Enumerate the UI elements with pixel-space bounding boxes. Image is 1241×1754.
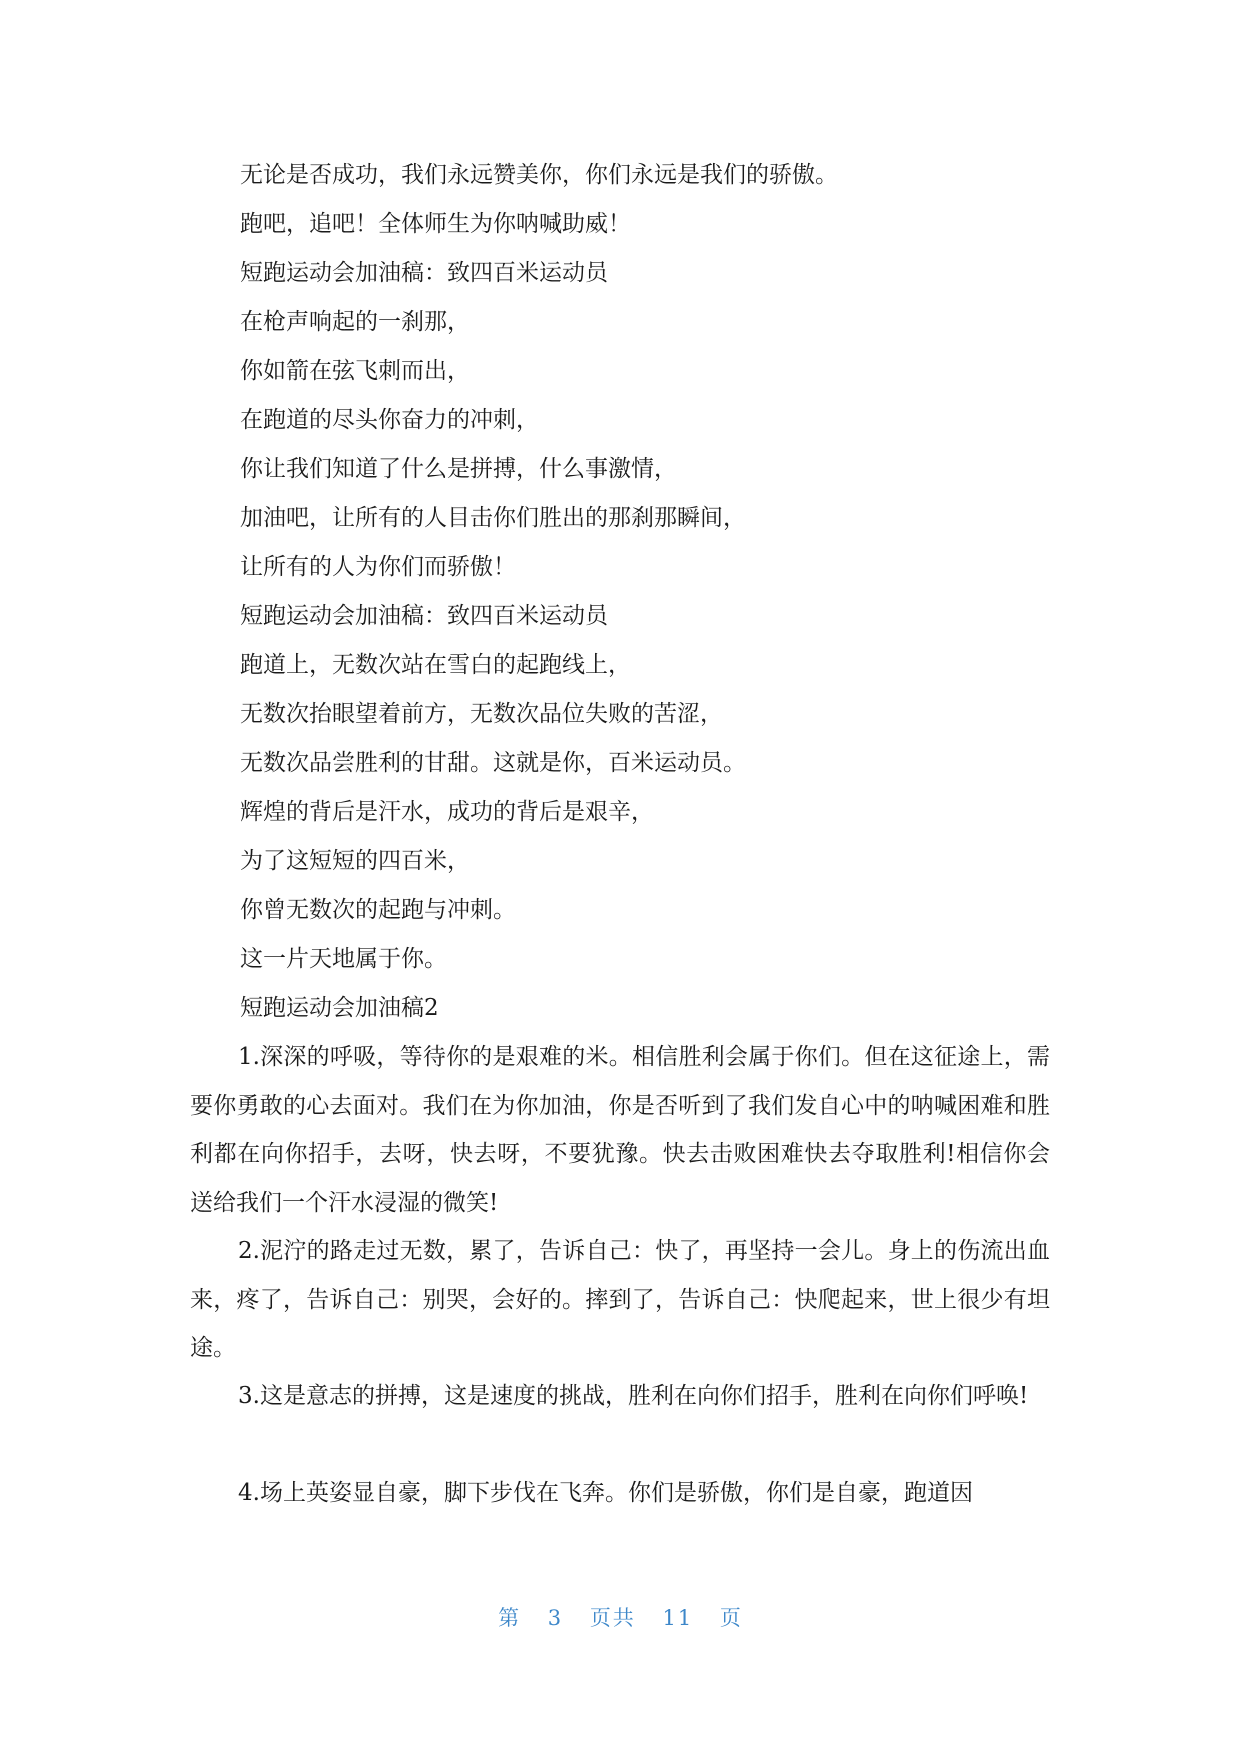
- footer-prefix: 第: [498, 1606, 522, 1630]
- text-line: 为了这短短的四百米，: [240, 848, 470, 874]
- text-line: 你曾无数次的起跑与冲刺。: [240, 897, 516, 923]
- text-line: 辉煌的背后是汗水，成功的背后是艰辛，: [240, 799, 654, 825]
- text-line: 加油吧，让所有的人目击你们胜出的那刹那瞬间，: [240, 505, 746, 531]
- text-line: 在枪声响起的一刹那，: [240, 309, 470, 335]
- footer-total-pages: 11: [662, 1606, 694, 1630]
- paragraph: 3.这是意志的拼搏，这是速度的挑战，胜利在向你们招手，胜利在向你们呼唤!: [238, 1383, 1029, 1409]
- section-heading: 短跑运动会加油稿2: [240, 995, 439, 1021]
- text-line: 在跑道的尽头你奋力的冲刺，: [240, 407, 539, 433]
- text-line: 这一片天地属于你。: [240, 946, 447, 972]
- footer-current-page: 3: [547, 1606, 564, 1630]
- text-line: 跑道上，无数次站在雪白的起跑线上，: [240, 652, 631, 678]
- text-line: 无数次品尝胜利的甘甜。这就是你，百米运动员。: [240, 750, 746, 776]
- text-line: 跑吧，追吧！全体师生为你呐喊助威！: [240, 211, 631, 237]
- footer-suffix: 页: [719, 1606, 743, 1630]
- text-line: 你如箭在弦飞刺而出，: [240, 358, 470, 384]
- footer-middle: 页共: [589, 1606, 636, 1630]
- text-line: 无数次抬眼望着前方，无数次品位失败的苦涩，: [240, 701, 723, 727]
- paragraph: 4.场上英姿显自豪，脚下步伐在飞奔。你们是骄傲，你们是自豪，跑道因: [238, 1480, 973, 1506]
- section-heading: 短跑运动会加油稿：致四百米运动员: [240, 260, 608, 286]
- paragraph: 2.泥泞的路走过无数，累了，告诉自己：快了，再坚持一会儿。身上的伤流出血来，疼了，告诉自己：别哭，会好的。摔到了，告诉自己：快爬起来，世上很少有坦途。: [190, 1238, 1050, 1361]
- paragraph: 1.深深的呼吸，等待你的是艰难的米。相信胜利会属于你们。但在这征途上，需要你勇敢的心去面对。我们在为你加油，你是否听到了我们发自心中的呐喊困难和胜利都在向你招手，去呀，快去呀，不要犹豫。快去击败困难快去夺取胜利!相信你会送给我们一个汗水浸湿的微笑!: [190, 1044, 1050, 1216]
- page-footer: [0, 1604, 1241, 1632]
- text-line: 让所有的人为你们而骄傲！: [240, 554, 516, 580]
- text-line: 你让我们知道了什么是拼搏，什么事激情，: [240, 456, 677, 482]
- text-line: 无论是否成功，我们永远赞美你，你们永远是我们的骄傲。: [240, 162, 838, 188]
- section-heading: 短跑运动会加油稿：致四百米运动员: [240, 603, 608, 629]
